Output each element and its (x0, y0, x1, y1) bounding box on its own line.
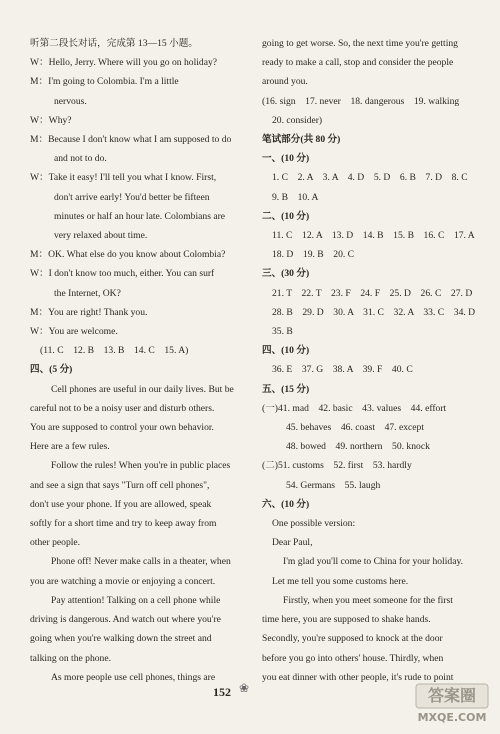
text-line: As more people use cell phones, things are (51, 671, 216, 683)
answer-line: 36. E 37. G 38. A 39. F 40. C (272, 364, 413, 376)
text-line: Secondly, you're supposed to knock at the door (262, 633, 443, 645)
text-line: Phone off! Never make calls in a theater, when (51, 556, 231, 568)
answer-line: 9. B 10. A (272, 191, 319, 203)
text-line: 听第二段长对话，完成第 13—15 小题。 (30, 38, 198, 49)
text-line: before you go into others' house. Thirdly, when (262, 652, 444, 664)
text-line: don't use your phone. If you are allowed, speak (30, 498, 212, 510)
text-line: W：Hello, Jerry. Where will you go on holiday? (30, 57, 218, 69)
left-column (30, 34, 238, 687)
page-number: 152 (213, 685, 231, 699)
text-line: I'm glad you'll come to China for your holiday. (283, 556, 464, 568)
answer-line: (二)51. customs 52. first 53. hardly (262, 460, 412, 472)
text-line: W：Why? (30, 114, 72, 126)
answer-line: (16. sign 17. never 18. dangerous 19. walking (262, 95, 460, 107)
text-line: M：You are right! Thank you. (30, 306, 148, 318)
answer-line: (一)41. mad 42. basic 43. values 44. effort (262, 402, 447, 414)
right-column (262, 34, 476, 687)
text-line: minutes or half an hour late. Colombians are (54, 210, 226, 222)
text-line: M：OK. What else do you know about Colombia? (30, 249, 226, 261)
text-line: don't arrive early! You'd better be fifteen (54, 191, 210, 203)
answer-line: 45. behaves 46. coast 47. except (286, 422, 425, 434)
text-line: careful not to be a noisy user and disturb others. (30, 402, 215, 414)
answer-line: 18. D 19. B 20. C (272, 249, 355, 261)
section-heading: 二、(10 分) (262, 210, 310, 222)
section-heading: 三、(30 分) (262, 268, 310, 280)
section-heading: 五、(15 分) (262, 383, 310, 395)
answer-line: (11. C 12. B 13. B 14. C 15. A) (40, 345, 189, 357)
text-line: Firstly, when you meet someone for the first (283, 594, 453, 606)
answer-line: 54. Germans 55. laugh (286, 479, 381, 491)
section-heading: 一、(10 分) (262, 153, 310, 165)
text-line: and see a sign that says "Turn off cell phones", (30, 479, 210, 491)
text-line: Pay attention! Talking on a cell phone while (51, 594, 221, 606)
text-line: softly for a short time and try to keep away from (30, 518, 217, 530)
text-line: One possible version: (272, 518, 356, 530)
text-line: the Internet, OK? (54, 287, 121, 299)
text-line: around you. (262, 76, 308, 88)
answer-line: 21. T 22. T 23. F 24. F 25. D 26. C 27. D (272, 287, 473, 299)
text-line: talking on the phone. (30, 652, 111, 664)
answer-line: 1. C 2. A 3. A 4. D 5. D 6. B 7. D 8. C (272, 172, 468, 184)
answer-line: 28. B 29. D 30. A 31. C 32. A 33. C 34. D (272, 306, 476, 318)
watermark-logo (415, 683, 489, 725)
text-line: W：Take it easy! I'll tell you what I know. First, (30, 172, 217, 184)
text-line: Follow the rules! When you're in public places (51, 460, 231, 472)
text-line: going to get worse. So, the next time you're getting (262, 38, 458, 49)
section-heading: 笔试部分(共 80 分) (262, 134, 341, 146)
text-line: Let me tell you some customs here. (272, 575, 409, 587)
answer-line: 48. bowed 49. northern 50. knock (286, 441, 430, 453)
text-line: time here, you are supposed to shake hands. (262, 614, 431, 626)
text-line: you are watching a movie or enjoying a concert. (30, 575, 216, 587)
text-line: You are supposed to control your own behavior. (30, 422, 214, 434)
text-line: very relaxed about time. (54, 230, 148, 242)
text-line: you eat dinner with other people, it's rude to point (262, 671, 454, 683)
text-line: and not to do. (54, 153, 107, 165)
section-heading: 四、(10 分) (262, 345, 310, 357)
text-line: M：I'm going to Colombia. I'm a little (30, 76, 179, 88)
leaf-icon: ❀ (239, 681, 250, 695)
watermark-label: 答案圈 (427, 686, 477, 705)
text-line: Here are a few rules. (30, 441, 110, 453)
answer-line: 20. consider) (272, 114, 323, 126)
text-line: M：Because I don't know what I am supposed to do (30, 134, 232, 146)
text-line: driving is dangerous. And watch out where you're (30, 614, 221, 626)
answer-line: 11. C 12. A 13. D 14. B 15. B 16. C 17. A (272, 230, 475, 242)
answer-line: 35. B (272, 326, 293, 338)
text-line: nervous. (54, 95, 87, 107)
text-line: going when you're walking down the street and (30, 633, 212, 645)
text-line: W：You are welcome. (30, 326, 118, 338)
watermark-url: MXQE.COM (417, 711, 487, 724)
section-heading: 六、(10 分) (262, 498, 310, 510)
text-line: Dear Paul, (272, 537, 313, 549)
text-line: W：I don't know too much, either. You can surf (30, 268, 215, 280)
text-line: ready to make a call, stop and consider the people (262, 57, 454, 69)
text-line: other people. (30, 537, 81, 549)
section-heading: 四、(5 分) (30, 364, 73, 376)
text-line: Cell phones are useful in our daily lives. But be (51, 383, 234, 395)
watermark-logo-graphic (415, 683, 489, 725)
